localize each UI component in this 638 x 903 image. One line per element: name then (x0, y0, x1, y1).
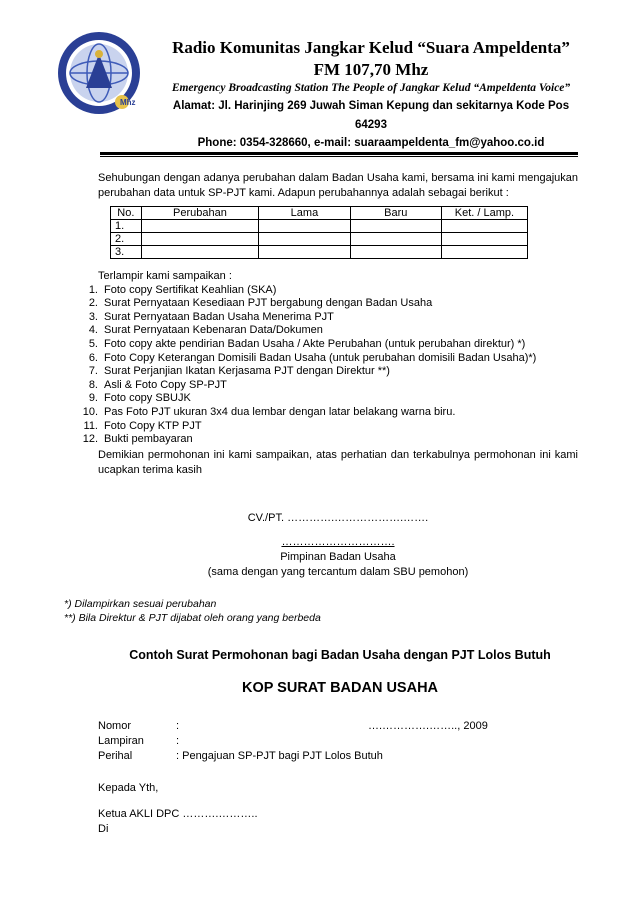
table-cell: 3. (111, 246, 142, 259)
perihal-value: : Pengajuan SP-PJT bagi PJT Lolos Butuh (176, 750, 383, 762)
table-cell: 2. (111, 233, 142, 246)
table-header-row (111, 207, 528, 220)
list-item (62, 433, 582, 447)
table-cell: 1. (111, 220, 142, 233)
signature-note: (sama dengan yang tercantum dalam SBU pemohon) (207, 566, 469, 578)
list-item-text: Surat Pernyataan Kebenaran Data/Dokumen (104, 324, 323, 337)
col-header-perubahan: Perubahan (141, 207, 259, 220)
list-item-text: Foto copy SBUJK (104, 392, 191, 405)
header-divider (100, 152, 578, 155)
nomor-colon: : (176, 720, 180, 732)
col-header-baru: Baru (350, 207, 441, 220)
letter-date: ….………….…….., 2009 (368, 720, 488, 732)
list-item-text: Surat Pernyataan Badan Usaha Menerima PJT (104, 310, 334, 323)
table-row (111, 220, 528, 233)
nomor-label: Nomor (98, 720, 132, 732)
list-item (62, 420, 582, 434)
table-cell (141, 220, 259, 233)
station-title: Radio Komunitas Jangkar Kelud “Suara Ampeldenta” (172, 38, 570, 57)
list-item-number: 10. (82, 405, 98, 418)
list-item-text: Foto copy Sertifikat Keahlian (SKA) (104, 283, 277, 296)
list-item-number: 2. (88, 297, 98, 310)
list-item-text: Bukti pembayaran (104, 433, 193, 446)
signature-company: CV./PT. ………….……………….……. (247, 512, 429, 524)
station-address: Alamat: Jl. Harinjing 269 Juwah Siman Kepung dan sekitarnya Kode Pos (172, 100, 570, 112)
list-item (62, 392, 582, 406)
attachments-list (62, 270, 582, 447)
list-item-number: 9. (88, 392, 98, 405)
col-header-lama: Lama (259, 207, 350, 220)
table-cell (141, 233, 259, 246)
table-cell (441, 220, 527, 233)
list-item (62, 406, 582, 420)
recipient-place: Di (98, 823, 109, 835)
radio-logo (56, 30, 142, 116)
station-subtitle: Emergency Broadcasting Station The People of Jangkar Kelud “Ampeldenta Voice” (171, 82, 571, 94)
attachments-intro: Terlampir kami sampaikan : (98, 270, 232, 282)
table-cell (259, 220, 350, 233)
list-item (62, 365, 582, 379)
letterhead-placeholder: KOP SURAT BADAN USAHA (241, 680, 439, 696)
list-item (62, 324, 582, 338)
changes-table (110, 206, 528, 259)
col-header-ket: Ket. / Lamp. (441, 207, 527, 220)
table-row (111, 233, 528, 246)
list-item (62, 352, 582, 366)
table-cell (441, 233, 527, 246)
list-item-number: 11. (83, 419, 98, 432)
station-frequency: FM 107,70 Mhz (313, 60, 429, 79)
list-item-text: Pas Foto PJT ukuran 3x4 dua lembar dengan latar belakang warna biru. (104, 405, 456, 418)
table-cell (350, 220, 441, 233)
footnote-2: **) Bila Direktur & PJT dijabat oleh orang yang berbeda (64, 612, 321, 624)
header-divider-thin (100, 156, 578, 157)
list-item (62, 297, 582, 311)
table-cell (259, 246, 350, 259)
list-item-number: 4. (88, 324, 98, 337)
signature-name-line: …………………………. (281, 536, 395, 548)
lampiran-label: Lampiran (98, 735, 144, 747)
table-cell (259, 233, 350, 246)
list-item (62, 379, 582, 393)
list-item-text: Asli & Foto Copy SP-PJT (104, 378, 227, 391)
logo-caption: Mhz (120, 98, 136, 107)
table-cell (350, 233, 441, 246)
list-item (62, 338, 582, 352)
station-postal-code: 64293 (355, 119, 387, 131)
list-item (62, 311, 582, 325)
lampiran-colon: : (176, 735, 180, 747)
table-cell (350, 246, 441, 259)
list-item-text: Foto Copy KTP PJT (104, 419, 202, 432)
list-item-number: 1. (88, 283, 98, 296)
table-cell (441, 246, 527, 259)
recipient-greeting: Kepada Yth, (98, 782, 159, 794)
closing-paragraph: Demikian permohonan ini kami sampaikan, atas perhatian dan terkabulnya permohonan ini kami ucapkan terima kasih (98, 449, 578, 476)
footnote-1: *) Dilampirkan sesuai perubahan (64, 598, 217, 610)
list-item-number: 12. (82, 433, 98, 446)
table-cell (141, 246, 259, 259)
intro-paragraph: Sehubungan dengan adanya perubahan dalam Badan Usaha kami, bersama ini kami mengajukan perubahan data untuk SP-PJT kami. Adapun perubahannya adalah sebagai berikut : (98, 172, 578, 199)
list-item-text: Foto Copy Keterangan Domisili Badan Usaha (untuk perubahan domisili Badan Usaha)*) (104, 351, 537, 364)
list-item-number: 7. (88, 365, 98, 378)
recipient-name: Ketua AKLI DPC ……….……….. (98, 808, 258, 820)
list-item-number: 6. (88, 351, 98, 364)
col-header-no: No. (111, 207, 142, 220)
table-row (111, 246, 528, 259)
station-contact: Phone: 0354-328660, e-mail: suaraampeldenta_fm@yahoo.co.id (197, 137, 545, 149)
list-item (62, 284, 582, 298)
list-item-number: 8. (88, 378, 98, 391)
list-item-text: Surat Pernyataan Kesediaan PJT bergabung dengan Badan Usaha (104, 297, 433, 310)
signature-role: Pimpinan Badan Usaha (280, 551, 396, 563)
list-item-number: 5. (88, 337, 98, 350)
list-item-text: Foto copy akte pendirian Badan Usaha / Akte Perubahan (untuk perubahan direktur) *) (104, 337, 526, 350)
list-item-text: Surat Perjanjian Ikatan Kerjasama PJT dengan Direktur **) (104, 365, 390, 378)
perihal-label: Perihal (98, 750, 133, 762)
list-item-number: 3. (88, 310, 98, 323)
example-title: Contoh Surat Permohonan bagi Badan Usaha dengan PJT Lolos Butuh (129, 648, 551, 662)
